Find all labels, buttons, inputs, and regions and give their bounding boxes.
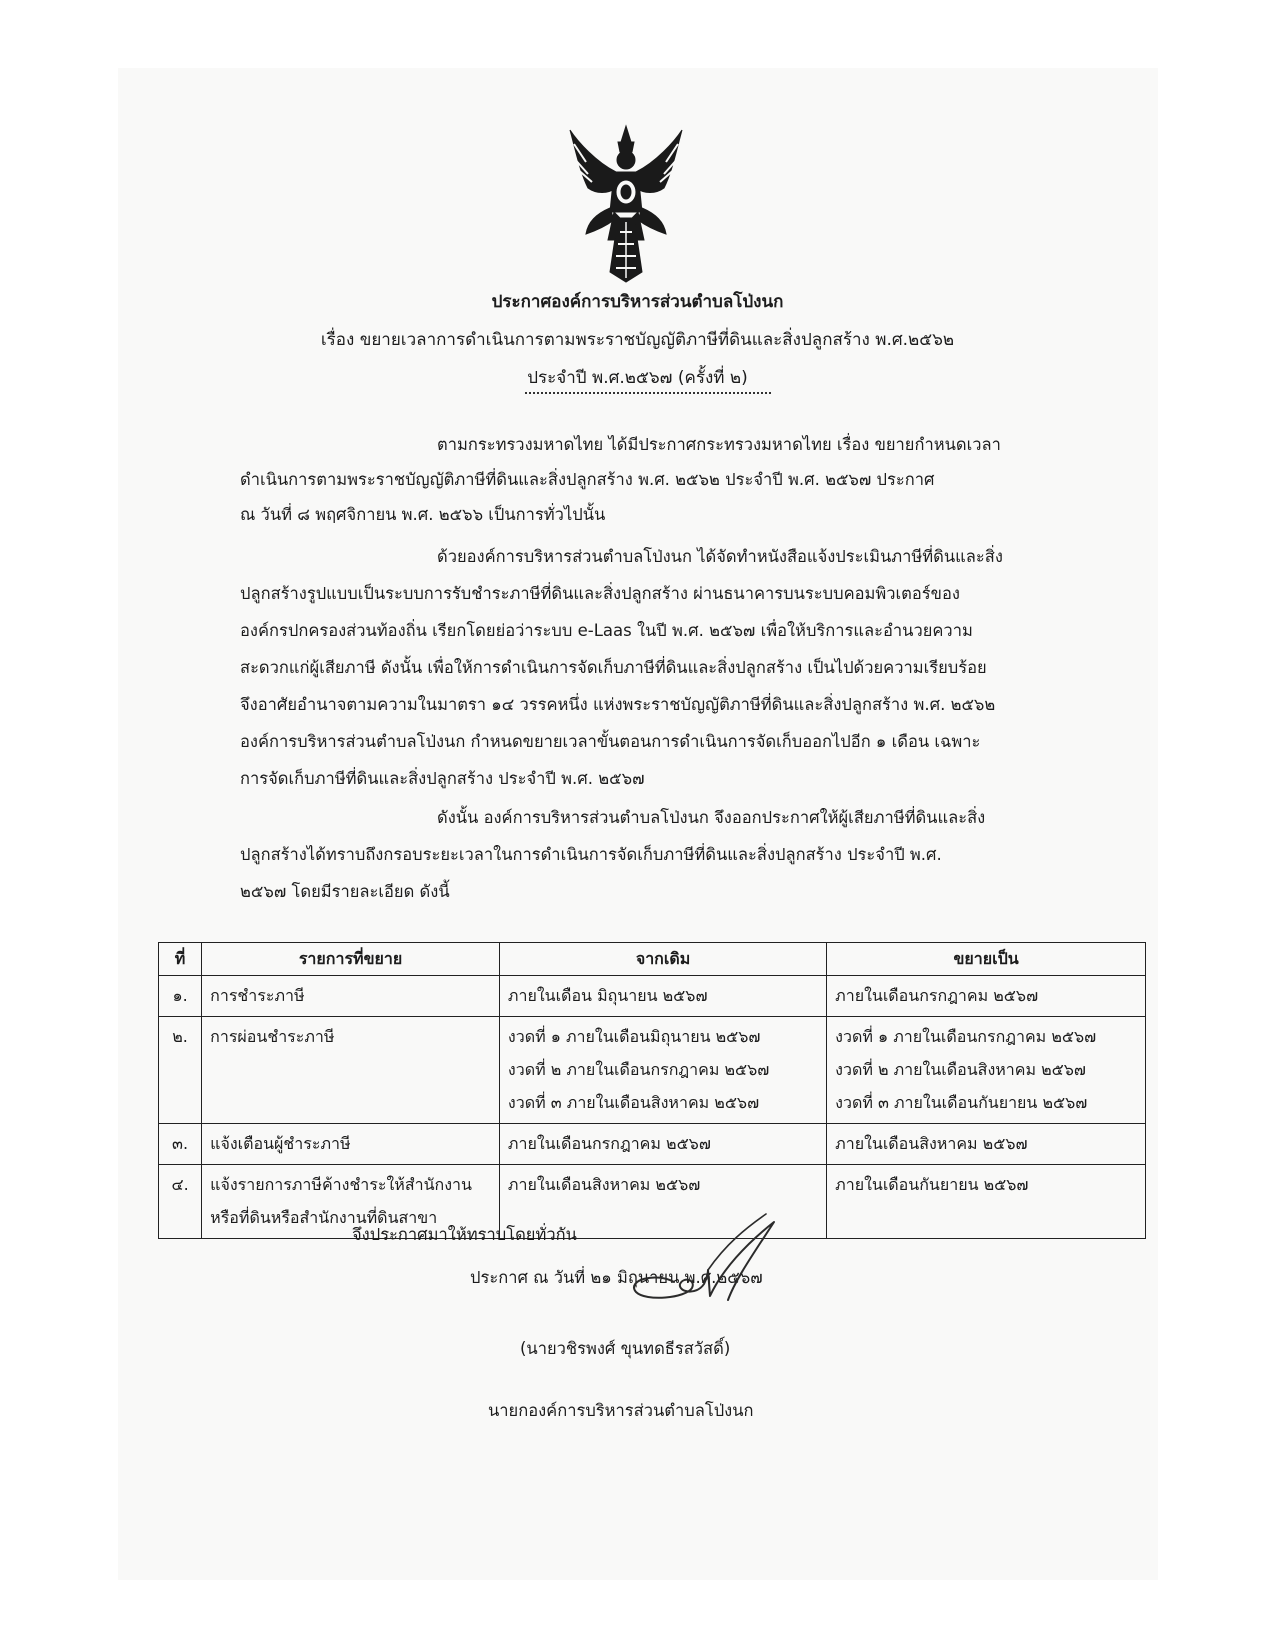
row-from: ภายในเดือนสิงหาคม ๒๕๖๗ bbox=[499, 1165, 826, 1239]
signer-name: (นายวชิรพงศ์ ขุนทดธีรสวัสดิ์) bbox=[520, 1339, 731, 1358]
row-no: ๒. bbox=[159, 1017, 202, 1124]
garuda-emblem-icon bbox=[566, 122, 686, 284]
paragraph-line: การจัดเก็บภาษีที่ดินและสิ่งปลูกสร้าง ประจำปี พ.ศ. ๒๕๖๗ bbox=[240, 769, 645, 788]
extension-table bbox=[158, 942, 1146, 1239]
row-item: แจ้งเตือนผู้ชำระภาษี bbox=[202, 1124, 500, 1165]
item-line: หรือที่ดินหรือสำนักงานที่ดินสาขา bbox=[210, 1208, 438, 1227]
row-from: ภายในเดือนกรกฎาคม ๒๕๖๗ bbox=[499, 1124, 826, 1165]
paragraph-line: ด้วยองค์การบริหารส่วนตำบลโป่งนก ได้จัดทำหนังสือแจ้งประเมินภาษีที่ดินและสิ่ง bbox=[437, 547, 1003, 566]
table-row bbox=[159, 1017, 1146, 1124]
installment-line: งวดที่ ๓ ภายในเดือนกันยายน ๒๕๖๗ bbox=[835, 1093, 1088, 1112]
col-header-from: จากเดิม bbox=[499, 943, 826, 976]
row-item: การผ่อนชำระภาษี bbox=[202, 1017, 500, 1124]
closing-statement: จึงประกาศมาให้ทราบโดยทั่วกัน bbox=[352, 1225, 577, 1244]
table-header-row bbox=[159, 943, 1146, 976]
row-from bbox=[499, 1017, 826, 1124]
row-to: ภายในเดือนกันยายน ๒๕๖๗ bbox=[827, 1165, 1146, 1239]
col-header-to: ขยายเป็น bbox=[827, 943, 1146, 976]
row-no: ๔. bbox=[159, 1165, 202, 1239]
row-to: ภายในเดือนกรกฎาคม ๒๕๖๗ bbox=[827, 976, 1146, 1017]
announcement-year: ประจำปี พ.ศ.๒๕๖๗ (ครั้งที่ ๒) bbox=[527, 368, 748, 388]
dotted-divider bbox=[525, 392, 771, 394]
signer-position: นายกองค์การบริหารส่วนตำบลโป่งนก bbox=[488, 1401, 754, 1420]
row-no: ๓. bbox=[159, 1124, 202, 1165]
table-row bbox=[159, 1124, 1146, 1165]
col-header-item: รายการที่ขยาย bbox=[202, 943, 500, 976]
handwritten-signature-icon bbox=[596, 1200, 816, 1320]
paragraph-line: ๒๕๖๗ โดยมีรายละเอียด ดังนี้ bbox=[240, 882, 450, 901]
row-item: การชำระภาษี bbox=[202, 976, 500, 1017]
announcement-title: ประกาศองค์การบริหารส่วนตำบลโป่งนก bbox=[491, 292, 784, 312]
row-to bbox=[827, 1017, 1146, 1124]
announce-date: ประกาศ ณ วันที่ ๒๑ มิถุนายน พ.ศ.๒๕๖๗ bbox=[470, 1268, 763, 1287]
paragraph-line: ณ วันที่ ๘ พฤศจิกายน พ.ศ. ๒๕๖๖ เป็นการทั่วไปนั้น bbox=[240, 505, 606, 524]
paragraph-line: จึงอาศัยอำนาจตามความในมาตรา ๑๔ วรรคหนึ่ง แห่งพระราชบัญญัติภาษีที่ดินและสิ่งปลูกสร้าง พ.ศ. ๒๕๖๒ bbox=[240, 695, 996, 714]
item-line: แจ้งรายการภาษีค้างชำระให้สำนักงาน bbox=[210, 1175, 472, 1194]
installment-line: งวดที่ ๓ ภายในเดือนสิงหาคม ๒๕๖๗ bbox=[507, 1093, 760, 1112]
paragraph-line: ปลูกสร้างรูปแบบเป็นระบบการรับชำระภาษีที่ดินและสิ่งปลูกสร้าง ผ่านธนาคารบนระบบคอมพิวเตอร์ของ bbox=[240, 584, 960, 603]
row-no: ๑. bbox=[159, 976, 202, 1017]
paragraph-line: ดังนั้น องค์การบริหารส่วนตำบลโป่งนก จึงออกประกาศให้ผู้เสียภาษีที่ดินและสิ่ง bbox=[437, 808, 986, 827]
installment-line: งวดที่ ๑ ภายในเดือนมิถุนายน ๒๕๖๗ bbox=[507, 1027, 761, 1046]
paragraph-line: ปลูกสร้างได้ทราบถึงกรอบระยะเวลาในการดำเนินการจัดเก็บภาษีที่ดินและสิ่งปลูกสร้าง ประจำปี พ.ศ. bbox=[240, 845, 942, 864]
paragraph-line: องค์กรปกครองส่วนท้องถิ่น เรียกโดยย่อว่าระบบ e-Laas ในปี พ.ศ. ๒๕๖๗ เพื่อให้บริการและอำนวยความ bbox=[240, 621, 973, 640]
paragraph-line: ดำเนินการตามพระราชบัญญัติภาษีที่ดินและสิ่งปลูกสร้าง พ.ศ. ๒๕๖๒ ประจำปี พ.ศ. ๒๕๖๗ ประกาศ bbox=[240, 470, 935, 489]
paragraph-line: องค์การบริหารส่วนตำบลโป่งนก กำหนดขยายเวลาขั้นตอนการดำเนินการจัดเก็บออกไปอีก ๑ เดือน เฉพาะ bbox=[240, 732, 981, 751]
row-to: ภายในเดือนสิงหาคม ๒๕๖๗ bbox=[827, 1124, 1146, 1165]
paragraph-line: สะดวกแก่ผู้เสียภาษี ดังนั้น เพื่อให้การดำเนินการจัดเก็บภาษีที่ดินและสิ่งปลูกสร้าง เป็นไปด้วยความเรียบร้อย bbox=[240, 658, 987, 677]
table-row bbox=[159, 976, 1146, 1017]
row-from: ภายในเดือน มิถุนายน ๒๕๖๗ bbox=[499, 976, 826, 1017]
installment-line: งวดที่ ๒ ภายในเดือนกรกฎาคม ๒๕๖๗ bbox=[507, 1060, 770, 1079]
installment-line: งวดที่ ๒ ภายในเดือนสิงหาคม ๒๕๖๗ bbox=[835, 1060, 1086, 1079]
installment-line: งวดที่ ๑ ภายในเดือนกรกฎาคม ๒๕๖๗ bbox=[835, 1027, 1097, 1046]
paragraph-line: ตามกระทรวงมหาดไทย ได้มีประกาศกระทรวงมหาดไทย เรื่อง ขยายกำหนดเวลา bbox=[437, 435, 1001, 454]
announcement-subject: เรื่อง ขยายเวลาการดำเนินการตามพระราชบัญญัติภาษีที่ดินและสิ่งปลูกสร้าง พ.ศ.๒๕๖๒ bbox=[320, 330, 955, 350]
col-header-no: ที่ bbox=[159, 943, 202, 976]
